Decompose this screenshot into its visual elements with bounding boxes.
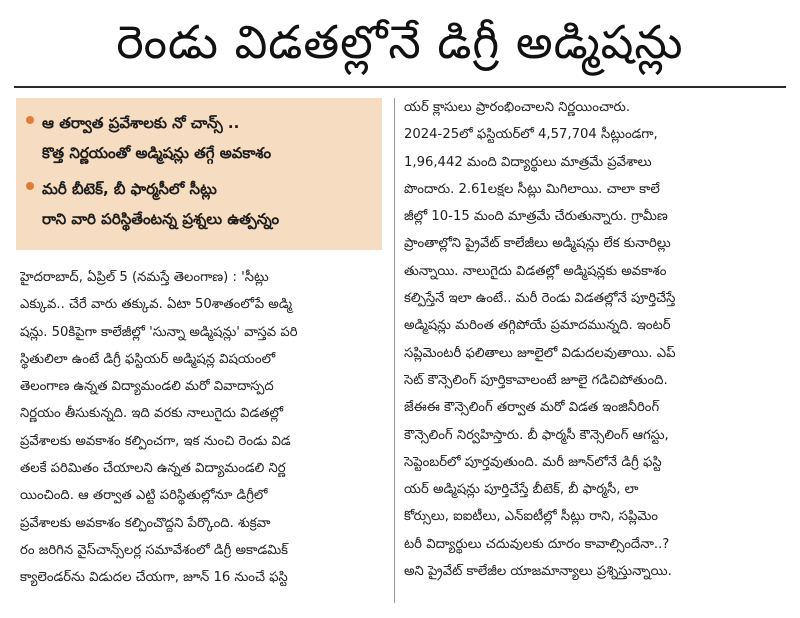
text-line: 1,96,442 మంది విద్యార్థులు మాత్రమే ప్రవేశాలు xyxy=(404,154,652,170)
text-line: హైదరాబాద్‌, ఏప్రిల్‌ 5 (నమస్తే తెలంగాణ) : 'సీట్లు xyxy=(20,270,269,285)
highlight-line: కొత్త నిర్ణయంతో అడ్మిషన్లు తగ్గే అవకాశం xyxy=(42,144,272,162)
text-line: ప్రవేశాలకు అవకాశం కల్పించగా, ఇక నుంచి రెండు విడ xyxy=(20,433,291,449)
text-line: అడ్మిషన్లు మరింత తగ్గిపోయే ప్రమాదమున్నది. ఇంటర్‌ xyxy=(404,318,671,334)
text-line: తున్నాయి. నాలుగైదు విడతల్లో అడ్మిషన్లకు అవకాశం xyxy=(404,263,667,279)
text-line: ఎక్కువ.. చేరే వారు తక్కువ. ఏటా 50శాతంలోపే అడ్మి xyxy=(20,297,292,313)
text-line: యించింది. ఆ తర్వాత ఎట్టి పరిస్థితుల్లోనూ డిగ్రీలో xyxy=(20,488,268,504)
highlight-item xyxy=(26,174,374,234)
text-line: టరీ విద్యార్థులు చదువులకు దూరం కావాల్సిందేనా..? xyxy=(404,536,670,552)
highlight-line: ఆ తర్వాత ప్రవేశాలకు నో చాన్స్ .. xyxy=(42,114,240,132)
bullet-icon xyxy=(26,116,34,124)
text-line: పొందారు. 2.61లక్షల సీట్లు మిగిలాయి. చాలా కాలే xyxy=(404,181,660,197)
highlight-line: మరీ బీటెక్‌, బీ ఫార్మసీలో సీట్లు xyxy=(42,180,217,198)
text-line: కల్పిస్తేనే ఇలా ఉంటే.. మరీ రెండు విడతల్లోనే పూర్తిచేస్తే xyxy=(404,291,676,307)
text-line: షన్లు. 50కిపైగా కాలేజీల్లో 'సున్నా అడ్మిషన్లు' వాస్తవ పరి xyxy=(20,324,298,340)
article-left-column xyxy=(20,264,388,592)
text-line: ప్రాంతాల్లోని ప్రైవేట్‌ కాలేజీలు అడ్మిషన్లు లేక కునారిల్లు xyxy=(404,236,671,252)
text-line: క్యాలెండర్‌ను విడుదల చేయగా, జూన్‌ 16 నుంచే ఫస్టి xyxy=(20,570,288,586)
text-line: సెట్‌ కౌన్సెలింగ్‌ పూర్తికావాలంటే జూలై గడిచిపోతుంది. xyxy=(404,372,668,388)
headline-rule xyxy=(14,86,786,88)
bullet-icon xyxy=(26,182,34,190)
text-line: ప్రవేశాలకు అవకాశం కల్పించొద్దని పేర్కొంది. శుక్రవా xyxy=(20,515,271,531)
text-line: 2024-25లో ఫస్టియర్‌లో 4,57,704 సీట్లుండగా, xyxy=(404,127,658,143)
article-right-column xyxy=(404,94,788,585)
text-line: కౌన్సెలింగ్‌ నిర్వహిస్తారు. బీ ఫార్మసీ కౌన్సెలింగ్‌ ఆగస్టు, xyxy=(404,427,669,443)
headline: రెండు విడతల్లోనే డిగ్రీ అడ్మిషన్లు xyxy=(116,15,684,69)
text-line: సప్లిమెంటరీ ఫలితాలు జూలైలో విడుదలవుతాయి. ఎప్‌ xyxy=(404,345,676,361)
text-line: తెలంగాణ ఉన్నత విద్యామండలి మరో వివాదాస్పద xyxy=(20,379,274,395)
text-line: రం జరిగిన వైస్‌చాన్స్‌లర్ల సమావేశంలో డిగ్రీ అకాడమిక్‌ xyxy=(20,542,289,558)
text-line: అని ప్రైవేట్‌ కాలేజీల యాజమాన్యాలు ప్రశ్నిస్తున్నాయి. xyxy=(404,564,672,580)
text-line: కోర్సులు, ఐఐటీలు, ఎన్‌ఐటీల్లో సీట్లు రాని, సప్లిమెం xyxy=(404,509,658,525)
text-line: స్థితులిలా ఉంటే డిగ్రీ ఫస్టియర్‌ అడ్మిషన్ల విషయంలో xyxy=(20,351,276,367)
text-line: తలకే పరిమితం చేయాలని ఉన్నత విద్యామండలి నిర్ణ xyxy=(20,461,286,477)
text-line: జీల్లో 10-15 మంది మాత్రమే చేరుతున్నారు. గ్రామీణ xyxy=(404,209,668,225)
highlights-box xyxy=(16,98,382,250)
text-line: సెప్టెంబర్‌లో పూర్తవుతుంది. మరీ జూన్‌లోనే డిగ్రీ ఫస్టి xyxy=(404,454,662,470)
text-line: యర్‌ అడ్మిషన్లు పూర్తిచేస్తే బీటెక్‌, బీ ఫార్మసీ, లా xyxy=(404,482,639,498)
text-line: జేఈఈ కౌన్సెలింగ్‌ తర్వాత మరో విడత ఇంజినీరింగ్‌ xyxy=(404,400,660,416)
highlight-line: రాని వారి పరిస్థితేంటన్న ప్రశ్నలు ఉత్పన్నం xyxy=(42,210,280,228)
text-line: నిర్ణయం తీసుకున్నది. ఇది వరకు నాలుగైదు విడతల్లో xyxy=(20,406,284,422)
text-line: యర్‌ క్లాసులు ప్రారంభించాలని నిర్ణయించారు. xyxy=(404,100,631,115)
highlight-item xyxy=(26,108,374,168)
column-divider xyxy=(394,98,395,603)
